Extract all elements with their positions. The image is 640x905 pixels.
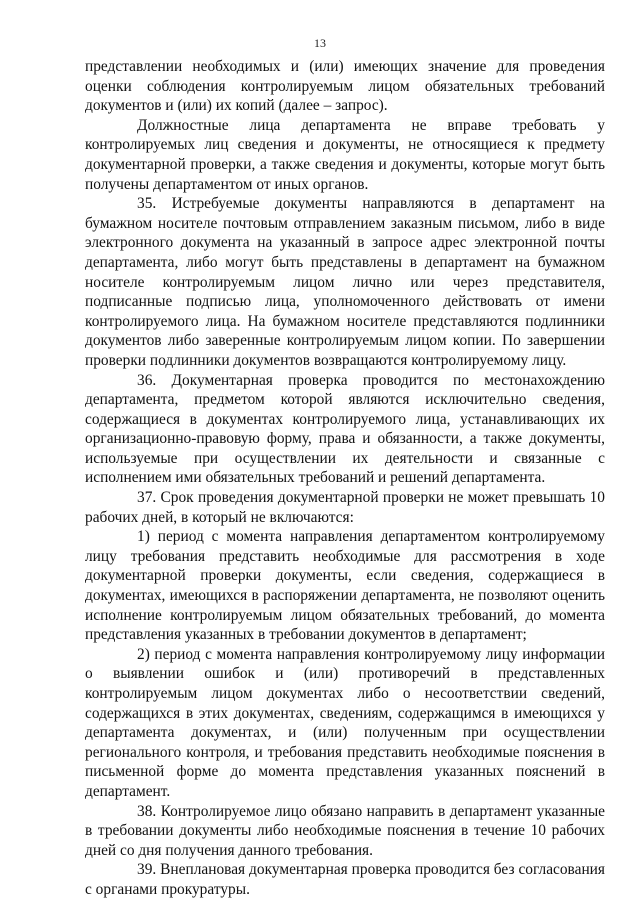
- paragraph-35: 35. Истребуемые документы направляются в департамент на бумажном носителе почтовым отправлением заказным письмом, либо в виде электронного документа на указанный в запросе адрес электронной почты департамента, либо могут быть представлены в департамент на бумажном носителе контролируемым лицом лично или через представителя, подписанные подписью лица, уполномоченного действовать от имени контролируемого лица. На бумажном носителе представляются подлинники документов либо заверенные контролируемым лицом копии. По завершении проверки подлинники документов возвращаются контролируемому лицу.: [85, 195, 605, 369]
- document-body: [85, 57, 605, 900]
- page-number: 13: [314, 36, 326, 50]
- paragraph-37-item-1: 1) период с момента направления департаментом контролируемому лицу требования представить необходимые для рассмотрения в ходе документарной проверки документы, если сведения, содержащиеся в документах, имеющихся в распоряжении департамента, не позволяют оценить исполнение контролируемым лицом обязательных требований, до момента представления указанных в требовании документов в департамент;: [85, 528, 605, 644]
- paragraph-37: 37. Срок проведения документарной проверки не может превышать 10 рабочих дней, в который не включаются:: [85, 489, 605, 526]
- paragraph-39: 39. Внеплановая документарная проверка проводится без согласования с органами прокуратуры.: [85, 861, 605, 898]
- paragraph-36: 36. Документарная проверка проводится по местонахождению департамента, предметом которой являются исключительно сведения, содержащиеся в документах контролируемого лица, устанавливающих их организационно-правовую форму, права и обязанности, а также документы, используемые при осуществлении их деятельности и связанные с исполнением ими обязательных требований и решений департамента.: [85, 371, 605, 487]
- paragraph-38: 38. Контролируемое лицо обязано направить в департамент указанные в требовании документы либо необходимые пояснения в течение 10 рабочих дней со дня получения данного требования.: [85, 802, 605, 859]
- paragraph-37-item-2: 2) период с момента направления контролируемому лицу информации о выявлении ошибок и (или) противоречий в представленных контролируемым лицом документах либо о несоответствии сведений, содержащихся в этих документах, сведениям, содержащимся в имеющихся у департамента документах, и (или) полученным при осуществлении регионального контроля, и требования представить необходимые пояснения в письменной форме до момента представления указанных пояснений в департамент.: [85, 645, 605, 800]
- paragraph-officials-restriction: Должностные лица департамента не вправе требовать у контролируемых лиц сведения и документы, не относящиеся к предмету документарной проверки, а также сведения и документы, которые могут быть получены департаментом от иных органов.: [85, 116, 605, 193]
- paragraph-request-continuation: представлении необходимых и (или) имеющих значение для проведения оценки соблюдения контролируемым лицом обязательных требований документов и (или) их копий (далее – запрос).: [85, 58, 605, 115]
